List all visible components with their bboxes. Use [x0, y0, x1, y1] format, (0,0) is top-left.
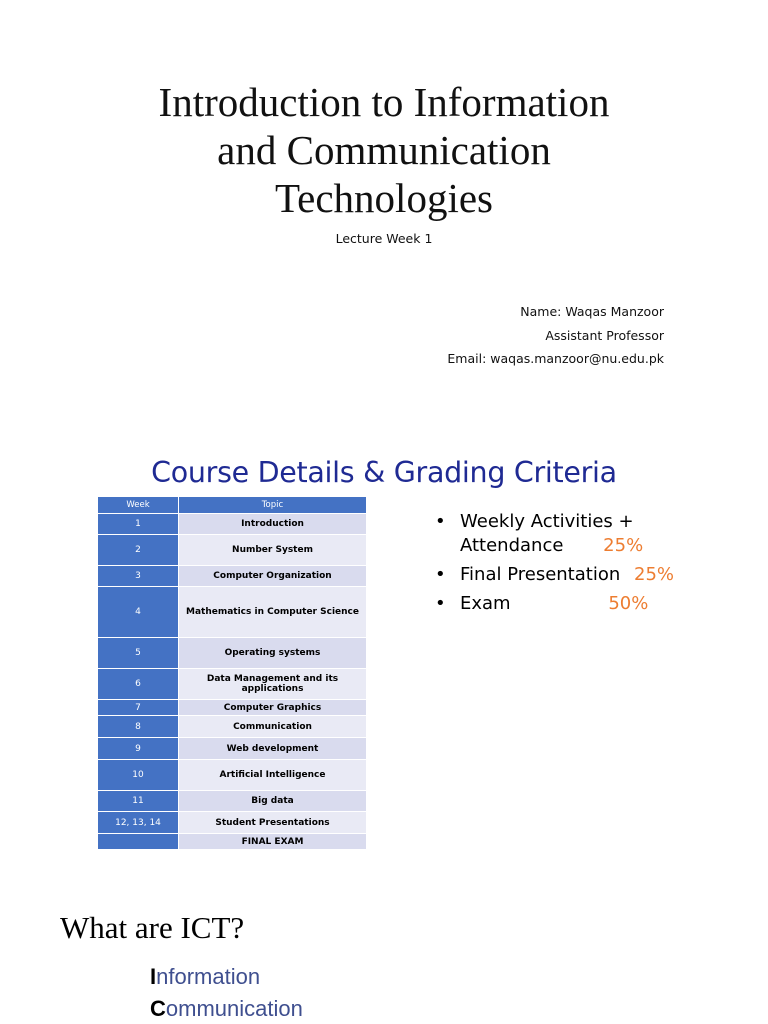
lecture-subtitle: Lecture Week 1 — [335, 231, 433, 246]
topic-cell: FINAL EXAM — [179, 834, 367, 850]
ict-word-information — [150, 964, 260, 990]
topic-cell: Operating systems — [179, 638, 367, 669]
grading-percent: 50% — [608, 593, 649, 614]
topic-cell: Computer Organization — [179, 566, 367, 587]
grading-label-cont: Attendance — [460, 535, 564, 556]
week-cell: 8 — [98, 716, 179, 738]
week-cell: 9 — [98, 738, 179, 760]
course-schedule-table — [97, 496, 367, 850]
ict-rest: ommunication — [165, 996, 303, 1021]
topic-cell: Computer Graphics — [179, 700, 367, 716]
ict-rest: nformation — [156, 964, 261, 989]
ict-word-communication — [150, 996, 303, 1022]
week-cell: 4 — [98, 587, 179, 638]
week-cell: 2 — [98, 535, 179, 566]
topic-cell: Data Management and its applications — [179, 669, 367, 700]
ict-initial: C — [150, 996, 166, 1021]
slide-title-line-2: and Communication — [217, 127, 551, 173]
table-row — [98, 812, 367, 834]
grading-item-weekly — [435, 510, 755, 558]
grading-item-exam — [435, 592, 755, 616]
topic-cell: Number System — [179, 535, 367, 566]
topic-cell: Student Presentations — [179, 812, 367, 834]
table-row — [98, 669, 367, 700]
grading-percent: 25% — [634, 564, 675, 585]
slide-title — [0, 78, 768, 222]
what-are-ict-heading: What are ICT? — [60, 910, 245, 945]
week-cell: 10 — [98, 760, 179, 791]
grading-item-presentation — [435, 563, 755, 587]
slide-title-line-1: Introduction to Information — [158, 79, 610, 125]
table-row — [98, 716, 367, 738]
topic-cell: Artificial Intelligence — [179, 760, 367, 791]
table-row — [98, 791, 367, 812]
week-cell: 6 — [98, 669, 179, 700]
table-row — [98, 587, 367, 638]
topic-cell: Communication — [179, 716, 367, 738]
week-cell: 1 — [98, 514, 179, 535]
table-row — [98, 514, 367, 535]
table-row — [98, 760, 367, 791]
table-header-row — [98, 497, 367, 514]
table-row — [98, 535, 367, 566]
week-cell: 5 — [98, 638, 179, 669]
grading-label: Weekly Activities + — [460, 511, 634, 532]
topic-cell: Big data — [179, 791, 367, 812]
grading-criteria-list — [435, 510, 755, 621]
table-row — [98, 738, 367, 760]
presenter-name: Name: Waqas Manzoor — [520, 304, 664, 319]
topic-cell: Mathematics in Computer Science — [179, 587, 367, 638]
table-row — [98, 700, 367, 716]
table-row — [98, 566, 367, 587]
presenter-role: Assistant Professor — [545, 327, 664, 343]
grading-label: Exam — [460, 593, 511, 614]
week-cell: 3 — [98, 566, 179, 587]
grading-label: Final Presentation — [460, 564, 621, 585]
week-cell: 11 — [98, 791, 179, 812]
ict-initial: I — [150, 964, 157, 989]
topic-cell: Introduction — [179, 514, 367, 535]
topic-column-header: Topic — [179, 497, 367, 514]
presenter-info — [447, 300, 664, 371]
week-cell: 7 — [98, 700, 179, 716]
presenter-email: Email: waqas.manzoor@nu.edu.pk — [447, 351, 664, 366]
week-cell: 12, 13, 14 — [98, 812, 179, 834]
grading-percent: 25% — [603, 535, 644, 556]
topic-cell: Web development — [179, 738, 367, 760]
slide-title-line-3: Technologies — [274, 175, 493, 221]
week-cell — [98, 834, 179, 850]
table-row — [98, 638, 367, 669]
week-column-header: Week — [98, 497, 179, 514]
course-details-heading: Course Details & Grading Criteria — [151, 456, 617, 489]
table-row — [98, 834, 367, 850]
